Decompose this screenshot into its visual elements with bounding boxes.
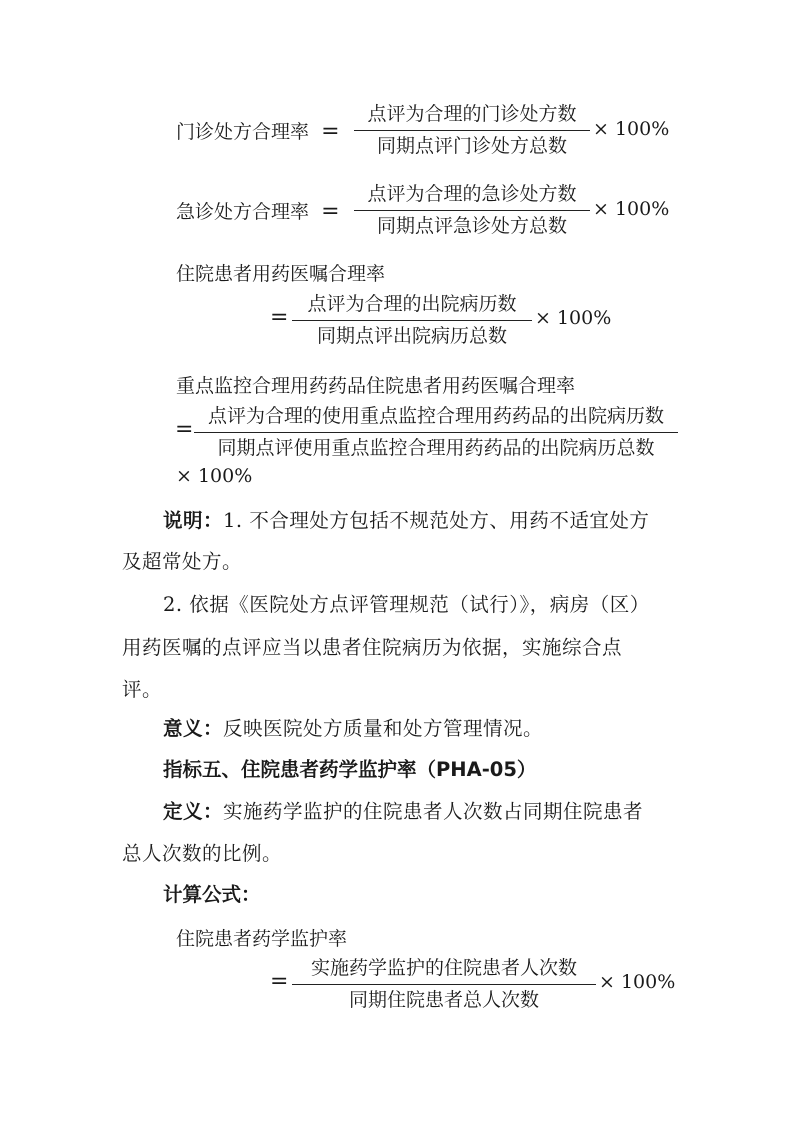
fraction-denominator: 同期点评出院病历总数 [316, 325, 507, 348]
fraction-bar [354, 130, 590, 131]
note-item2-line2: 用药医嘱的点评应当以患者住院病历为依据，实施综合点 [122, 636, 623, 659]
equals-sign: = [175, 417, 194, 442]
note-item1-line1: 1. 不合理处方包括不规范处方、用药不适宜处方 [223, 509, 650, 532]
formula-outpatient-fraction [354, 102, 590, 158]
formula-emergency-fraction [354, 182, 590, 238]
definition-line-2: 总人次数的比例。 [122, 842, 283, 865]
fraction-numerator: 点评为合理的出院病历数 [307, 293, 517, 315]
formula-emergency-lhs [176, 197, 340, 224]
definition-text-1: 实施药学监护的住院患者人次数占同期住院患者 [223, 800, 644, 823]
note-item1-line2: 及超常处方。 [122, 550, 243, 573]
equals-sign: = [321, 199, 340, 224]
formula-outpatient-label: 门诊处方合理率 [176, 121, 310, 143]
formula-keymonitored-fraction [194, 404, 678, 460]
calc-label: 计算公式： [163, 883, 261, 906]
formula-inpatient-lhs: 住院患者用药医嘱合理率 [176, 263, 386, 285]
meaning-line [163, 713, 543, 741]
note-label: 说明： [163, 509, 224, 532]
fraction-denominator: 同期点评门诊处方总数 [376, 135, 567, 158]
fraction-bar [194, 432, 678, 433]
equals-sign: = [270, 305, 289, 330]
meaning-text: 反映医院处方质量和处方管理情况。 [223, 717, 544, 740]
equals-sign: = [321, 119, 340, 144]
fraction-denominator: 同期住院患者总人次数 [348, 989, 539, 1012]
formula-inpatient-fraction [292, 292, 532, 348]
indicator-5-title: 指标五、住院患者药学监护率（PHA-05） [163, 758, 537, 781]
formula-pharm-multiplier: × 100% [599, 971, 676, 993]
fraction-denominator: 同期点评急诊处方总数 [376, 215, 567, 238]
note-item2-line1: 2. 依据《医院处方点评管理规范（试行）》，病房（区） [163, 593, 650, 616]
note-item2-line3: 评。 [122, 678, 163, 701]
fraction-bar [354, 210, 590, 211]
formula-inpatient-multiplier: × 100% [535, 307, 612, 329]
formula-keymonitored-lhs: 重点监控合理用药药品住院患者用药医嘱合理率 [176, 375, 576, 397]
formula-keymonitored-multiplier: × 100% [176, 465, 253, 487]
fraction-numerator: 点评为合理的使用重点监控合理用药药品的出院病历数 [207, 405, 664, 427]
fraction-bar [292, 984, 596, 985]
meaning-label: 意义： [163, 717, 224, 740]
formula-emergency-label: 急诊处方合理率 [176, 201, 310, 223]
formula-emergency-multiplier: × 100% [593, 198, 670, 220]
fraction-numerator: 点评为合理的急诊处方数 [367, 183, 577, 205]
definition-label: 定义： [163, 800, 224, 823]
note-line-1 [163, 505, 649, 533]
fraction-numerator: 点评为合理的门诊处方数 [367, 103, 577, 125]
definition-line-1 [163, 796, 643, 824]
fraction-denominator: 同期点评使用重点监控合理用药药品的出院病历总数 [217, 437, 655, 460]
formula-outpatient-lhs [176, 117, 340, 144]
fraction-numerator: 实施药学监护的住院患者人次数 [310, 957, 577, 979]
equals-sign: = [270, 969, 289, 994]
formula-pharm-fraction [292, 956, 596, 1012]
fraction-bar [292, 320, 532, 321]
formula-outpatient-multiplier: × 100% [593, 118, 670, 140]
formula-pharm-lhs: 住院患者药学监护率 [176, 928, 348, 950]
